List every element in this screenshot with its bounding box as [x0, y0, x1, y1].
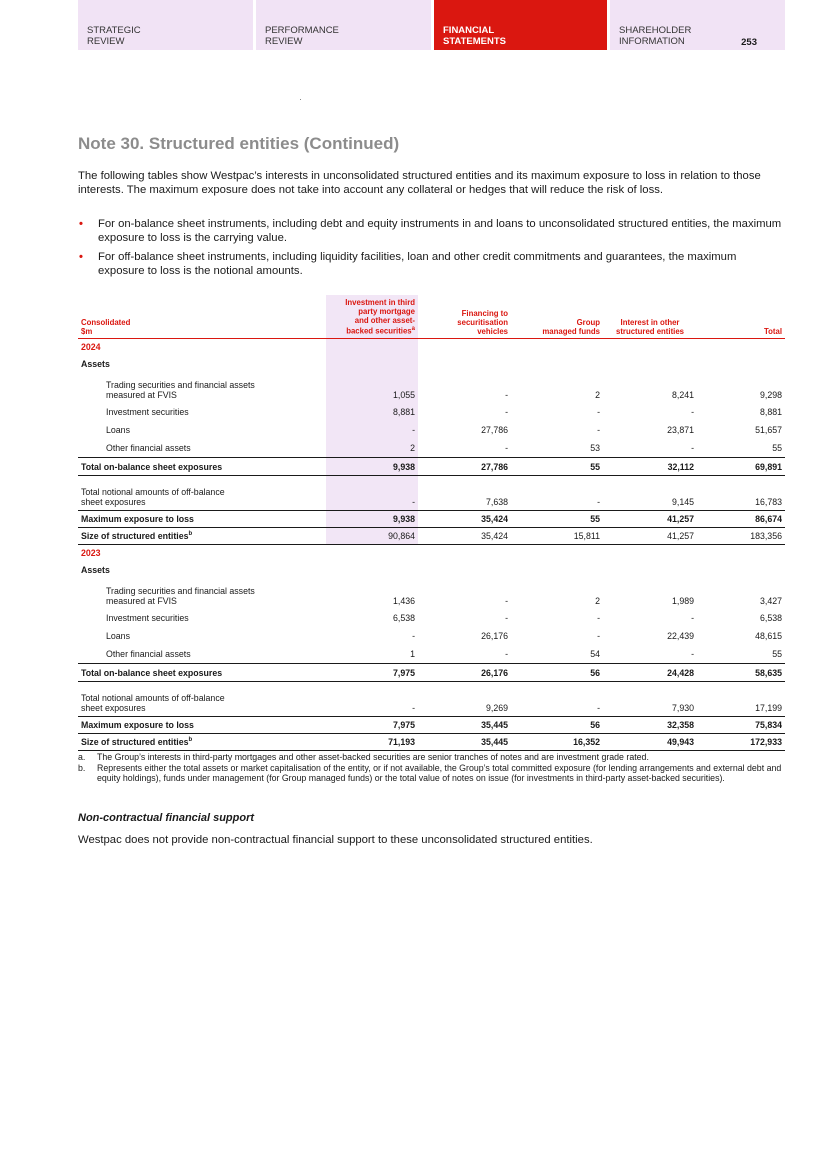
list-item [78, 250, 785, 278]
subheading: Non-contractual financial support [78, 812, 255, 824]
bullet-list [78, 217, 785, 283]
tab-strategic-review[interactable] [78, 0, 253, 50]
total-row: Total on-balance sheet exposures 9,938 27,786 55 32,112 69,891 [78, 458, 785, 476]
total-row: Total on-balance sheet exposures 7,975 26,176 56 24,428 58,635 [78, 664, 785, 682]
footnote: a. The Group’s interests in third-party mortgages and other asset-backed securities are senior tranches of notes and are investment grade rated. [78, 752, 649, 762]
header-total: Total [697, 295, 785, 339]
page-number: 253 [741, 37, 757, 48]
table-row: Other financial assets 1 - 54 - 55 [106, 649, 782, 659]
stray-dot [300, 99, 301, 100]
tab-label-line1: STRATEGIC [87, 25, 141, 36]
table-row: Trading securities and financial assets measured at FVIS 1,436 - 2 1,989 3,427 [106, 586, 782, 606]
table-row: Loans - 26,176 - 22,439 48,615 [106, 631, 782, 641]
table-row: Size of structured entities$^b$ 90,864 35,424 15,811 41,257 183,356 [78, 528, 785, 545]
header-interest-other: Interest in other structured entities [603, 295, 697, 339]
table-row: Trading securities and financial assets measured at FVIS 1,055 - 2 8,241 9,298 [78, 373, 785, 403]
page-title: Note 30. Structured entities (Continued) [78, 134, 400, 153]
header-financing-securitisation: Financing to securitisation vehicles [418, 295, 511, 339]
tab-performance-review[interactable] [256, 0, 431, 50]
header-consolidated: Consolidated $m [78, 295, 326, 339]
bullet-text: For on-balance sheet instruments, including debt and equity instruments in and loans to unconsolidated structured entities, the maximum exposure to loss is the carrying value. [98, 218, 782, 244]
table-row: Size of structured entities$^b$ 71,193 35,445 16,352 49,943 172,933 [78, 734, 785, 751]
tab-label-line1: FINANCIAL [443, 25, 495, 36]
structured-entities-table [78, 295, 785, 751]
table-row: Total notional amounts of off-balance sheet exposures - 7,638 - 9,145 16,783 [78, 476, 785, 511]
tab-shareholder-information[interactable] [610, 0, 785, 50]
header-investment-third-party: Investment in third party mortgage and other asset- backed securities$^a$ [326, 295, 418, 339]
bullet-icon: • [79, 251, 83, 263]
list-item [78, 217, 785, 245]
tab-label-line2: INFORMATION [619, 36, 685, 47]
section-nav [78, 0, 785, 50]
table-row: Investment securities 6,538 - - - 6,538 [106, 613, 782, 623]
table-header-row [78, 295, 785, 339]
closing-paragraph: Westpac does not provide non-contractual financial support to these unconsolidated structured entities. [78, 834, 593, 846]
tab-label-line1: PERFORMANCE [265, 25, 339, 36]
year-row-2024: 2024 [78, 339, 785, 356]
table-row: Investment securities 8,881 - - - 8,881 [78, 403, 785, 421]
bullet-icon: • [79, 218, 83, 230]
tab-financial-statements[interactable] [434, 0, 607, 50]
table-row: Total notional amounts of off-balance sheet exposures - 9,269 - 7,930 17,199 [81, 693, 782, 713]
year-row-2023: 2023 [81, 548, 101, 558]
header-group-managed-funds: Group managed funds [511, 295, 603, 339]
footnote: b. Represents either the total assets or market capitalisation of the entity, or if not available, the Group’s total committed exposure (for lending arrangements and external debt and equity holdings), funds under management (for Group managed funds) or the total value of notes on issue (for investments in third-party asset-backed securities). [78, 762, 782, 783]
tab-label-line2: STATEMENTS [443, 36, 506, 47]
total-row: Maximum exposure to loss 7,975 35,445 56 32,358 75,834 [78, 717, 785, 734]
footnotes [78, 752, 785, 784]
tab-label-line2: REVIEW [265, 36, 303, 47]
total-row: Maximum exposure to loss 9,938 35,424 55 41,257 86,674 [78, 511, 785, 528]
table-row: Loans - 27,786 - 23,871 51,657 [78, 421, 785, 439]
tab-label-line1: SHAREHOLDER [619, 25, 692, 36]
section-row: Assets [81, 565, 110, 575]
table-row: Other financial assets 2 - 53 - 55 [78, 439, 785, 458]
tab-label-line2: REVIEW [87, 36, 125, 47]
section-row: Assets [78, 355, 785, 373]
intro-paragraph: The following tables show Westpac’s interests in unconsolidated structured entities and its maximum exposure to loss in relation to those interests. The maximum exposure does not take into account any collateral or hedges that will reduce the risk of loss. [78, 170, 761, 196]
bullet-text: For off-balance sheet instruments, including liquidity facilities, loan and other credit commitments and guarantees, the maximum exposure to loss is the notional amounts. [98, 251, 737, 277]
